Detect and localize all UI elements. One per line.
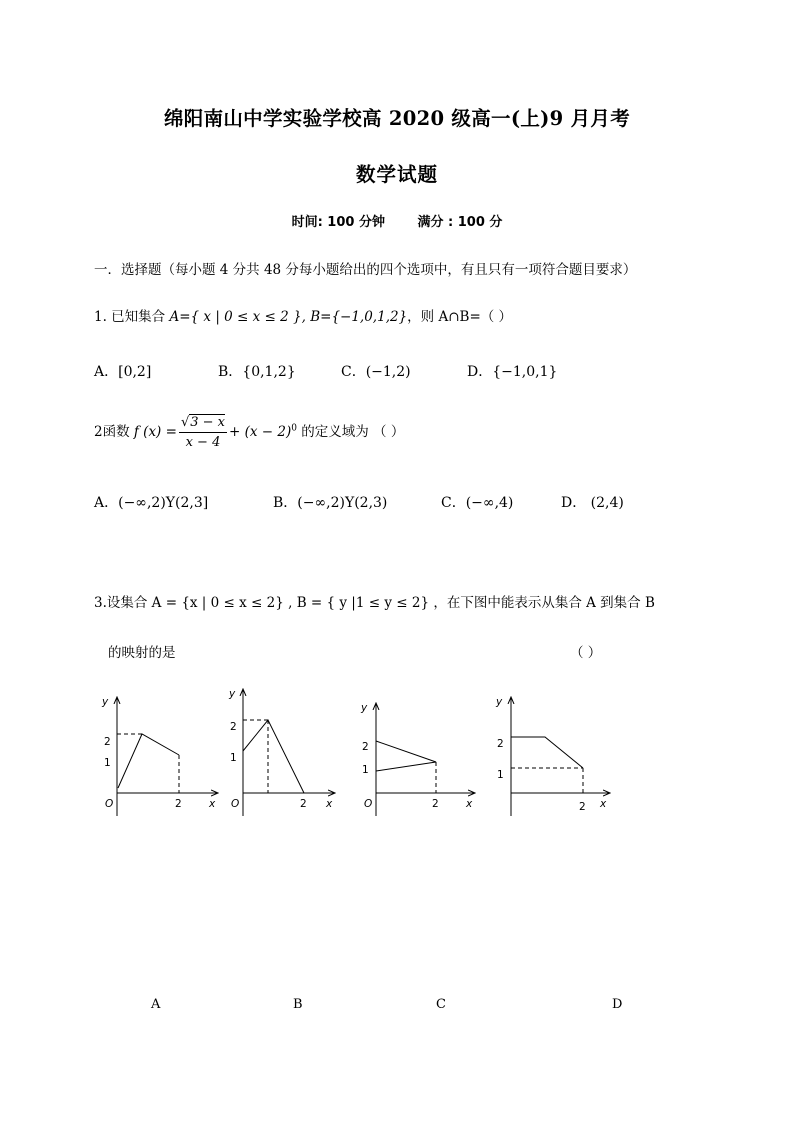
q1-option-c: C．(−1,2) xyxy=(341,364,411,380)
q2-numerator: √3 − x xyxy=(179,415,227,433)
graph-c-curve xyxy=(376,741,436,771)
q2-option-b: B．(−∞,2)Y(2,3) xyxy=(273,495,388,511)
graph-a-origin: O xyxy=(105,798,114,810)
graph-d-x-tick-2: 2 xyxy=(579,801,586,813)
question-1 xyxy=(94,305,512,325)
q2-option-c: C．(−∞,4) xyxy=(441,495,514,511)
graph-b-origin: O xyxy=(231,798,240,810)
exam-time: 时间: 100 分钟 xyxy=(291,215,385,230)
q2-tail: + (x − 2) xyxy=(229,424,292,440)
page-subtitle: 数学试题 xyxy=(355,163,438,186)
graph-b xyxy=(228,688,334,816)
graph-caption-a: A xyxy=(151,997,161,1012)
graph-a xyxy=(101,696,217,816)
graph-c-x-tick-2: 2 xyxy=(432,798,439,810)
graph-caption-b: B xyxy=(293,997,303,1012)
q2-exponent: 0 xyxy=(291,423,297,434)
q2-suffix: 的定义域为 （ ） xyxy=(296,424,405,440)
graph-c-y-tick-2: 2 xyxy=(362,741,369,753)
graph-a-x-tick-2: 2 xyxy=(175,798,182,810)
q2-fraction xyxy=(179,415,227,450)
graph-b-y-label: y xyxy=(229,688,236,700)
mapping-graphs xyxy=(0,680,794,830)
q1-option-b: B．{0,1,2} xyxy=(218,364,296,380)
q1-option-a: A．[0,2] xyxy=(94,364,152,380)
graph-c-y-label: y xyxy=(361,702,368,714)
graph-a-curve xyxy=(118,734,179,788)
graph-d-x-label: x xyxy=(600,798,607,810)
graph-b-y-tick-1: 1 xyxy=(230,752,237,764)
graph-d-y-tick-2: 2 xyxy=(497,738,504,750)
q2-function: f (x) = xyxy=(133,424,177,440)
graph-d-y-tick-1: 1 xyxy=(497,769,504,781)
graph-b-x-label: x xyxy=(326,798,333,810)
question-3-continued: 的映射的是 xyxy=(108,645,176,661)
graph-a-x-label: x xyxy=(209,798,216,810)
graph-c-y-tick-1: 1 xyxy=(362,764,369,776)
graph-c-x-label: x xyxy=(466,798,473,810)
graph-d-y-label: y xyxy=(496,696,503,708)
exam-score: 满分 : 100 分 xyxy=(417,215,503,230)
graph-b-y-tick-2: 2 xyxy=(230,721,237,733)
q1-set-a: A={ x | 0 ≤ x ≤ 2 } xyxy=(169,309,302,325)
graph-caption-c: C xyxy=(436,997,446,1012)
graph-caption-d: D xyxy=(612,997,623,1012)
graph-d-curve xyxy=(511,737,583,768)
question-2 xyxy=(94,415,404,450)
q2-radicand: 3 − x xyxy=(190,415,225,430)
q1-ask: ，则 A∩B=（ ） xyxy=(407,309,513,325)
graph-b-x-tick-2: 2 xyxy=(300,798,307,810)
graph-a-y-tick-2: 2 xyxy=(104,736,111,748)
q1-prefix: 1. 已知集合 xyxy=(94,309,170,325)
graph-a-y-label: y xyxy=(102,696,109,708)
graph-d xyxy=(495,696,609,816)
question-3: 3.设集合 A = {x | 0 ≤ x ≤ 2} , B = { y |1 ≤ y ≤ 2} ，在下图中能表示从集合 A 到集合 B xyxy=(94,595,655,611)
graph-b-curve xyxy=(243,720,304,793)
q2-denominator: x − 4 xyxy=(185,435,221,450)
q1-set-b: , B={−1,0,1,2} xyxy=(301,309,408,325)
section-heading: 一．选择题（每小题 4 分共 48 分每小题给出的四个选项中，有且只有一项符合题目要求） xyxy=(94,262,637,278)
graph-c xyxy=(360,702,474,816)
graph-a-y-tick-1: 1 xyxy=(104,757,111,769)
q2-option-a: A．(−∞,2)Y(2,3] xyxy=(94,495,209,511)
q2-option-d: D． (2,4) xyxy=(561,495,624,511)
graph-c-origin: O xyxy=(364,798,373,810)
q1-option-d: D．{−1,0,1} xyxy=(467,364,558,380)
question-3-paren: （ ） xyxy=(570,645,602,661)
page-title: 绵阳南山中学实验学校高 2020 级高一(上)9 月月考 xyxy=(163,107,631,130)
exam-info xyxy=(0,211,794,230)
q2-prefix: 2函数 xyxy=(94,424,134,440)
